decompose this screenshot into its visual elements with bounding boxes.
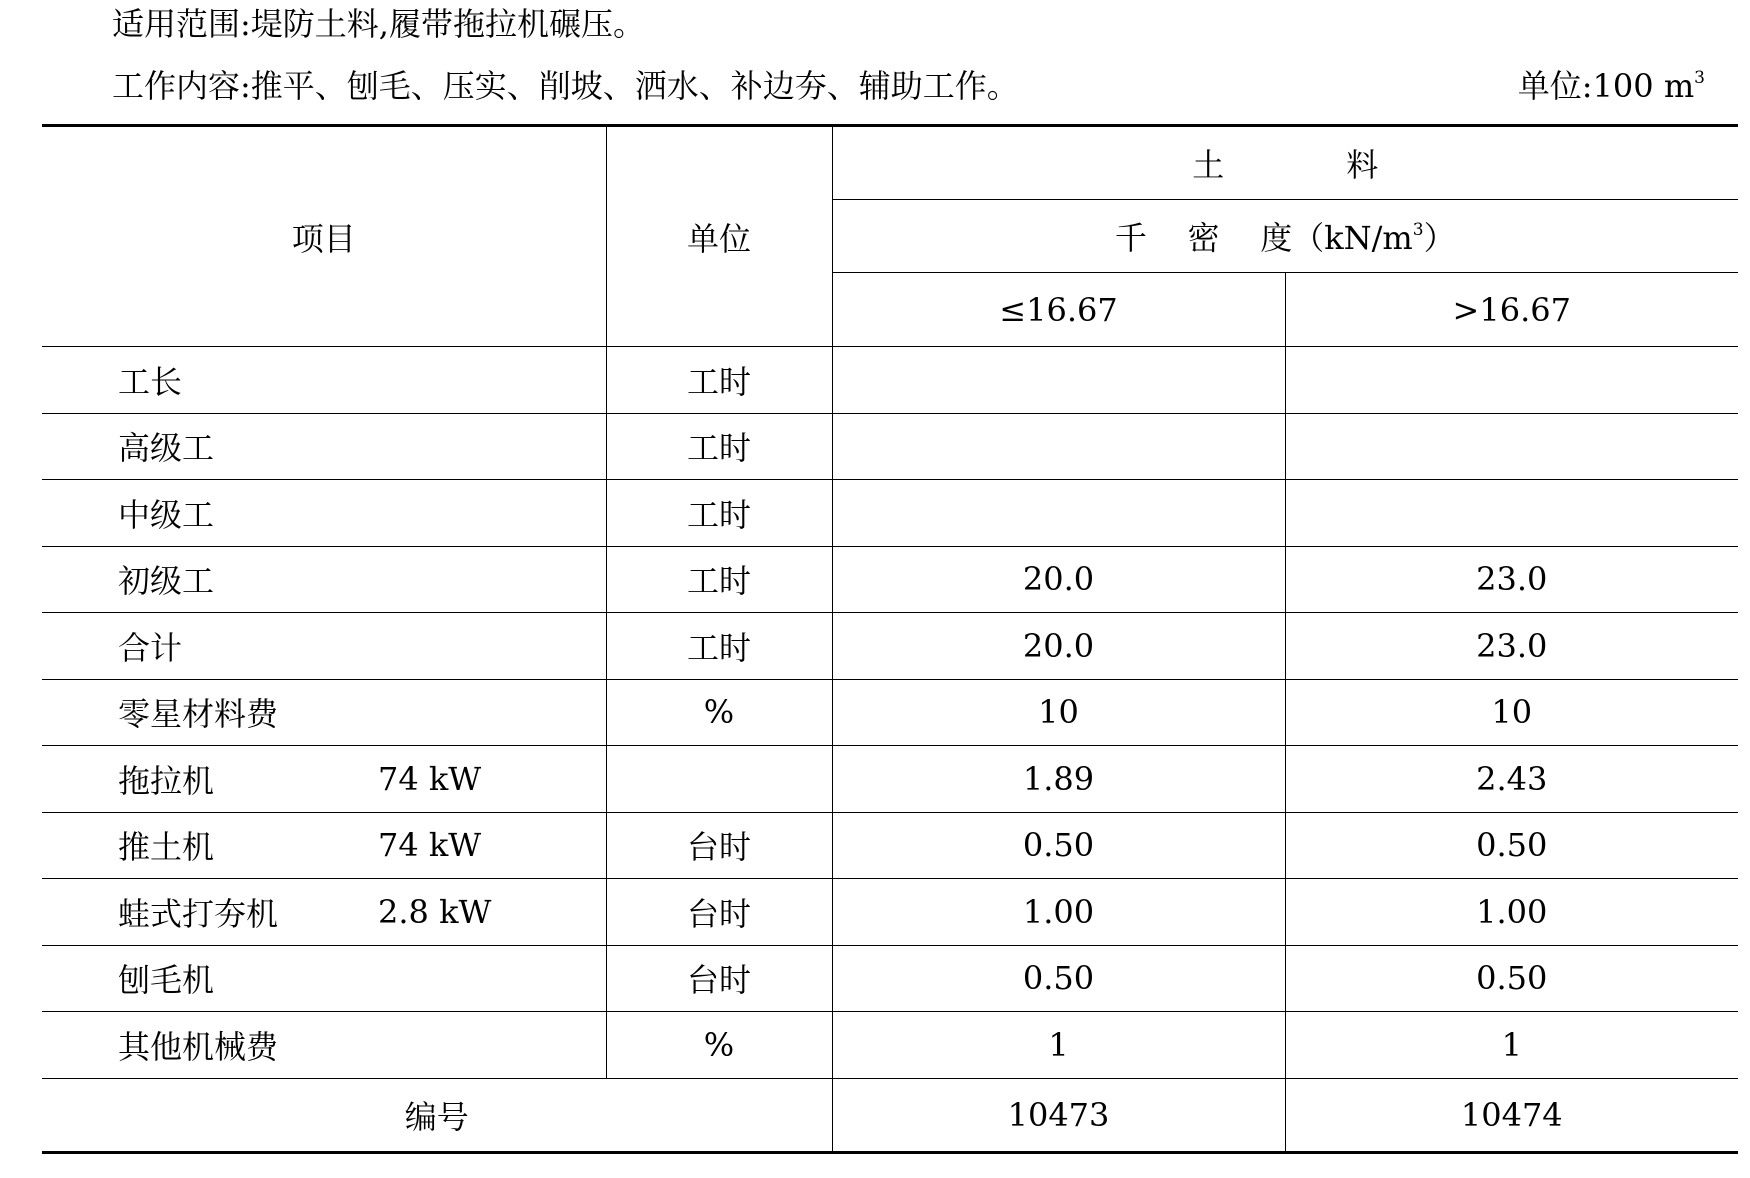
header-unit: 单位 <box>606 126 832 347</box>
row-unit: 工时 <box>606 546 832 613</box>
row-item <box>42 546 606 613</box>
row-value-le: 1 <box>832 1012 1285 1079</box>
row-unit: 台时 <box>606 945 832 1012</box>
row-value-gt: 1.00 <box>1285 879 1738 946</box>
row-item <box>42 613 606 680</box>
row-item <box>42 945 606 1012</box>
table-row <box>42 945 1738 1012</box>
row-value-le: 1.89 <box>832 746 1285 813</box>
row-item-name: 推土机 <box>118 828 215 867</box>
row-value-le: 20.0 <box>832 546 1285 613</box>
row-value-le <box>832 347 1285 414</box>
scope-text: 适用范围:堤防土料,履带拖拉机碾压。 <box>112 5 645 43</box>
row-item-spec: 74 kW <box>378 759 482 798</box>
row-item-name: 刨毛机 <box>118 961 215 1000</box>
row-value-gt: 23.0 <box>1285 613 1738 680</box>
header-density <box>832 200 1738 273</box>
header-col-le: ≤16.67 <box>832 273 1285 347</box>
row-unit: 工时 <box>606 613 832 680</box>
row-item-name: 其他机械费 <box>118 1027 279 1066</box>
row-value-le: 0.50 <box>832 945 1285 1012</box>
row-item <box>42 480 606 547</box>
row-value-gt <box>1285 413 1738 480</box>
row-item-spec: 74 kW <box>378 826 482 865</box>
row-item <box>42 746 606 813</box>
header-col-gt: >16.67 <box>1285 273 1738 347</box>
table-row <box>42 613 1738 680</box>
row-item <box>42 679 606 746</box>
row-item-name: 工长 <box>118 362 183 401</box>
row-value-gt: 2.43 <box>1285 746 1738 813</box>
row-item-name: 蛙式打夯机 <box>118 894 279 933</box>
row-item-spec: 2.8 kW <box>378 892 492 931</box>
row-value-gt: 0.50 <box>1285 945 1738 1012</box>
row-unit: % <box>606 1012 832 1079</box>
row-value-gt: 0.50 <box>1285 812 1738 879</box>
code-row <box>42 1078 1738 1152</box>
table-row <box>42 879 1738 946</box>
header-group-soil <box>832 126 1738 200</box>
row-item-name: 合计 <box>118 628 183 667</box>
row-item <box>42 347 606 414</box>
row-item-name: 中级工 <box>118 495 215 534</box>
row-item <box>42 812 606 879</box>
header-item: 项目 <box>42 126 606 347</box>
quota-table <box>42 124 1738 1154</box>
row-unit: 工时 <box>606 347 832 414</box>
code-value-gt: 10474 <box>1285 1078 1738 1152</box>
row-item <box>42 413 606 480</box>
code-value-le: 10473 <box>832 1078 1285 1152</box>
row-unit <box>606 746 832 813</box>
table-row <box>42 347 1738 414</box>
header-density-text: 千 密 度（kN/m <box>1114 219 1413 257</box>
row-value-gt <box>1285 347 1738 414</box>
table-row <box>42 746 1738 813</box>
header-group-soil-text: 土 料 <box>1192 146 1379 184</box>
row-value-le <box>832 413 1285 480</box>
unit-note <box>1518 66 1705 112</box>
row-unit: 台时 <box>606 812 832 879</box>
table-row <box>42 812 1738 879</box>
unit-note-text: 单位:100 m <box>1517 67 1695 105</box>
row-item-name: 初级工 <box>118 562 215 601</box>
row-item-name: 高级工 <box>118 429 215 468</box>
row-item-name: 拖拉机 <box>118 761 215 800</box>
row-value-gt: 1 <box>1285 1012 1738 1079</box>
unit-note-superscript: 3 <box>1694 68 1705 88</box>
row-value-le: 0.50 <box>832 812 1285 879</box>
row-item <box>42 1012 606 1079</box>
row-value-le: 1.00 <box>832 879 1285 946</box>
row-unit: 台时 <box>606 879 832 946</box>
row-value-gt <box>1285 480 1738 547</box>
table-row <box>42 1012 1738 1079</box>
table-row <box>42 679 1738 746</box>
row-item <box>42 879 606 946</box>
row-value-gt: 23.0 <box>1285 546 1738 613</box>
table-row <box>42 480 1738 547</box>
row-unit: % <box>606 679 832 746</box>
row-unit: 工时 <box>606 480 832 547</box>
row-value-le <box>832 480 1285 547</box>
row-item-name: 零星材料费 <box>118 695 279 734</box>
work-content-text: 工作内容:推平、刨毛、压实、削坡、洒水、补边夯、辅助工作。 <box>112 67 1019 105</box>
header-density-superscript: 3 <box>1412 220 1424 240</box>
table-row <box>42 413 1738 480</box>
row-value-le: 20.0 <box>832 613 1285 680</box>
row-value-gt: 10 <box>1285 679 1738 746</box>
table-row <box>42 546 1738 613</box>
code-label: 编号 <box>42 1078 832 1152</box>
header-density-tail: ） <box>1423 219 1456 257</box>
row-value-le: 10 <box>832 679 1285 746</box>
row-unit: 工时 <box>606 413 832 480</box>
